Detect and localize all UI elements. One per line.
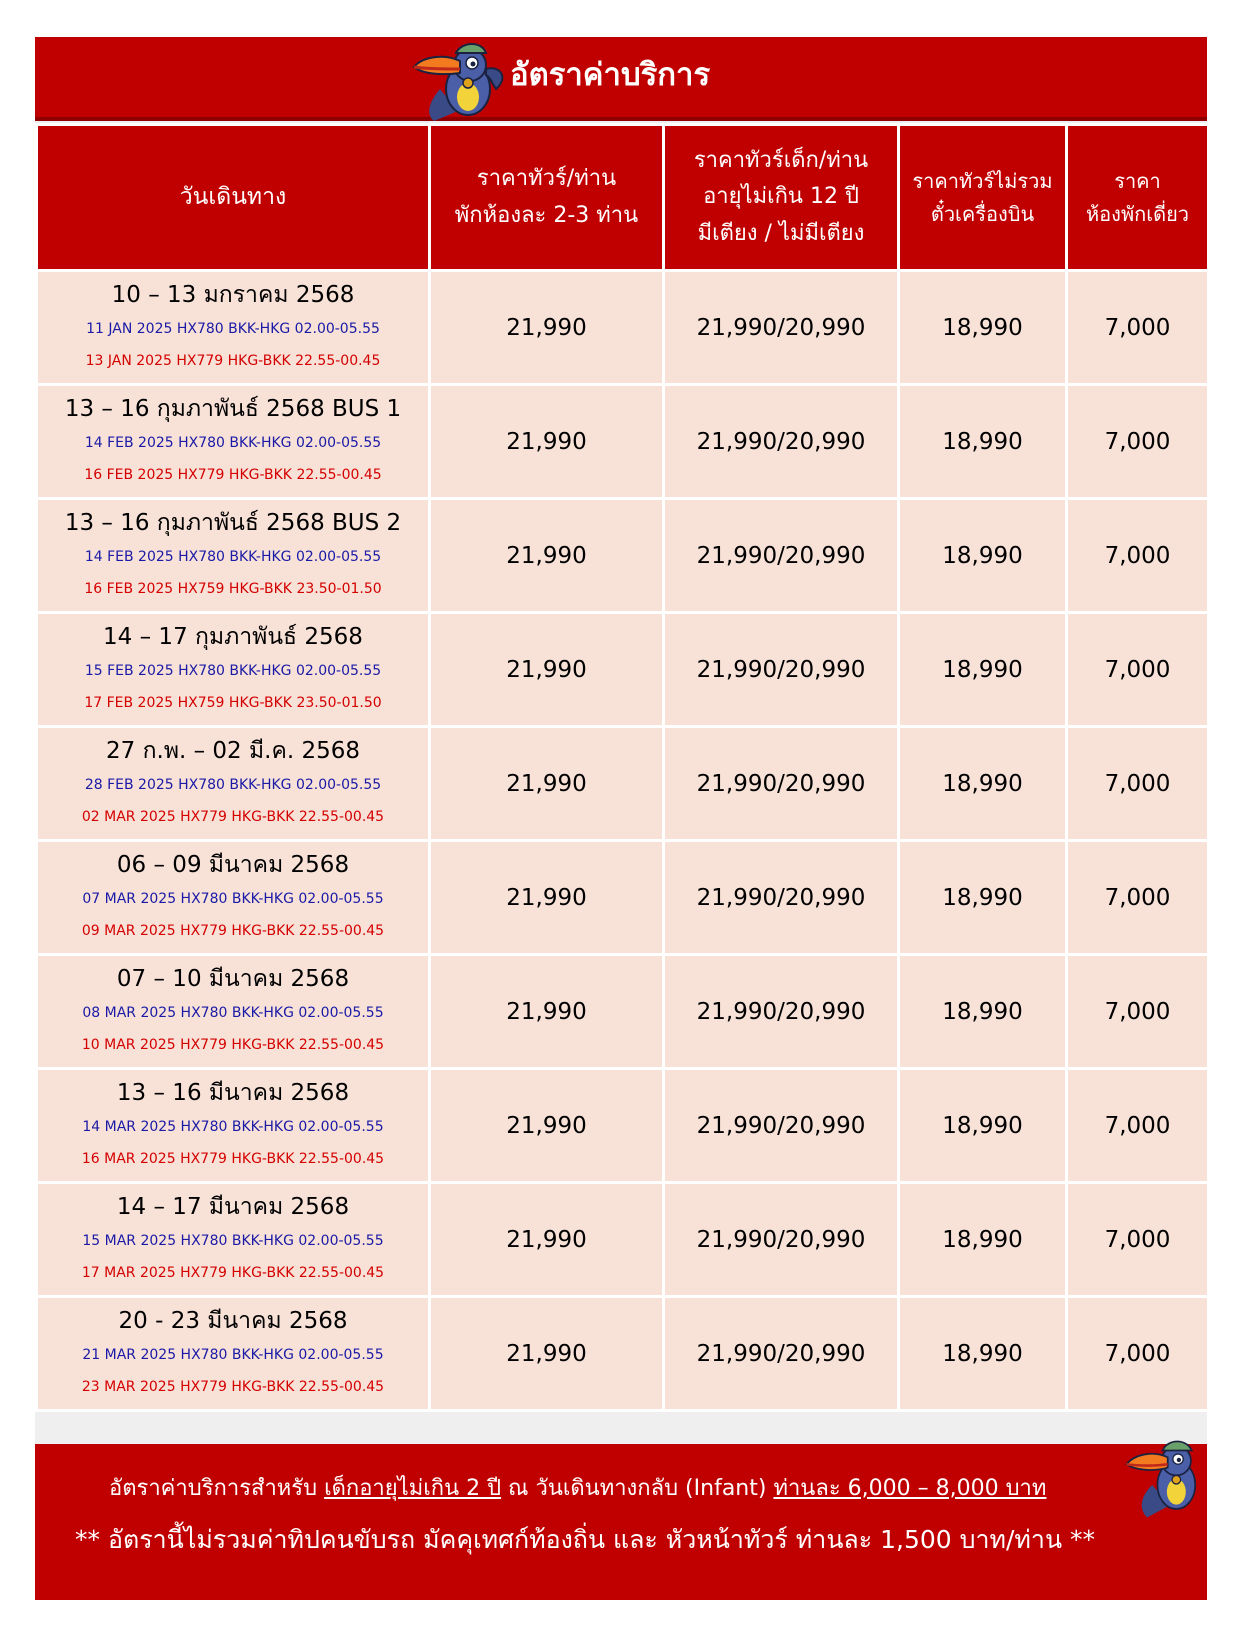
return-flight: 13 JAN 2025 HX779 HKG-BKK 22.55-00.45	[85, 352, 381, 369]
no-flight-price-cell: 18,990	[899, 955, 1067, 1069]
table-row	[37, 271, 1209, 385]
single-room-cell: 7,000	[1067, 1297, 1209, 1411]
return-flight: 16 FEB 2025 HX779 HKG-BKK 22.55-00.45	[84, 466, 382, 483]
travel-dates: 14 – 17 กุมภาพันธ์ 2568	[103, 623, 363, 650]
table-row	[37, 499, 1209, 613]
table-row	[37, 385, 1209, 499]
date-cell	[37, 613, 430, 727]
outbound-flight: 15 FEB 2025 HX780 BKK-HKG 02.00-05.55	[84, 662, 382, 679]
table-row	[37, 955, 1209, 1069]
infant-price-note: อัตราค่าบริการสำหรับ เด็กอายุไม่เกิน 2 ปี ณ วันเดินทางกลับ (Infant) ท่านละ 6,000 – 8,000 บาท	[109, 1476, 1047, 1501]
outbound-flight: 14 FEB 2025 HX780 BKK-HKG 02.00-05.55	[84, 548, 382, 565]
child-price-cell: 21,990/20,990	[664, 727, 899, 841]
col-header-child-price: ราคาทัวร์เด็ก/ท่าน อายุไม่เกิน 12 ปี มีเตียง / ไม่มีเตียง	[664, 125, 899, 271]
table-row	[37, 1069, 1209, 1183]
travel-dates: 13 – 16 กุมภาพันธ์ 2568 BUS 2	[64, 509, 402, 536]
table-row	[37, 1183, 1209, 1297]
no-flight-price-cell: 18,990	[899, 499, 1067, 613]
child-price-cell: 21,990/20,990	[664, 499, 899, 613]
child-price-cell: 21,990/20,990	[664, 1069, 899, 1183]
return-flight: 09 MAR 2025 HX779 HKG-BKK 22.55-00.45	[81, 922, 385, 939]
adult-price-cell: 21,990	[430, 1297, 664, 1411]
adult-price-cell: 21,990	[430, 727, 664, 841]
single-room-cell: 7,000	[1067, 613, 1209, 727]
infant-price-text: ท่านละ 6,000 – 8,000 บาท	[773, 1476, 1047, 1501]
no-flight-price-cell: 18,990	[899, 613, 1067, 727]
travel-dates: 07 – 10 มีนาคม 2568	[116, 965, 350, 992]
adult-price-cell: 21,990	[430, 613, 664, 727]
single-room-cell: 7,000	[1067, 727, 1209, 841]
single-room-cell: 7,000	[1067, 955, 1209, 1069]
return-flight: 02 MAR 2025 HX779 HKG-BKK 22.55-00.45	[81, 808, 385, 825]
outbound-flight: 28 FEB 2025 HX780 BKK-HKG 02.00-05.55	[84, 776, 382, 793]
child-price-cell: 21,990/20,990	[664, 1183, 899, 1297]
tip-note: ** อัตรานี้ไม่รวมค่าทิปคนขับรถ มัคคุเทศก์ท้องถิ่น และ หัวหน้าทัวร์ ท่านละ 1,500 บาท/ท่าน **	[75, 1525, 1095, 1554]
date-cell	[37, 1069, 430, 1183]
travel-dates: 13 – 16 กุมภาพันธ์ 2568 BUS 1	[64, 395, 402, 422]
child-price-cell: 21,990/20,990	[664, 841, 899, 955]
return-flight: 16 MAR 2025 HX779 HKG-BKK 22.55-00.45	[81, 1150, 385, 1167]
outbound-flight: 14 MAR 2025 HX780 BKK-HKG 02.00-05.55	[82, 1118, 384, 1135]
adult-price-cell: 21,990	[430, 271, 664, 385]
no-flight-price-cell: 18,990	[899, 1183, 1067, 1297]
travel-dates: 20 - 23 มีนาคม 2568	[118, 1307, 348, 1334]
travel-dates: 27 ก.พ. – 02 มี.ค. 2568	[106, 737, 360, 764]
table-header-row	[37, 125, 1209, 271]
adult-price-cell: 21,990	[430, 955, 664, 1069]
date-cell	[37, 955, 430, 1069]
travel-dates: 10 – 13 มกราคม 2568	[111, 281, 355, 308]
child-price-cell: 21,990/20,990	[664, 955, 899, 1069]
single-room-cell: 7,000	[1067, 271, 1209, 385]
date-cell	[37, 1297, 430, 1411]
no-flight-price-cell: 18,990	[899, 385, 1067, 499]
infant-age-text: เด็กอายุไม่เกิน 2 ปี	[324, 1476, 502, 1501]
adult-price-cell: 21,990	[430, 1069, 664, 1183]
single-room-cell: 7,000	[1067, 841, 1209, 955]
child-price-cell: 21,990/20,990	[664, 613, 899, 727]
outbound-flight: 08 MAR 2025 HX780 BKK-HKG 02.00-05.55	[82, 1004, 384, 1021]
title-bar	[35, 37, 1207, 121]
page-title: อัตราค่าบริการ	[510, 57, 711, 93]
rate-rows	[37, 271, 1209, 1411]
date-cell	[37, 271, 430, 385]
footer-notes	[35, 1444, 1207, 1600]
table-row	[37, 841, 1209, 955]
single-room-cell: 7,000	[1067, 1183, 1209, 1297]
travel-dates: 14 – 17 มีนาคม 2568	[116, 1193, 350, 1220]
outbound-flight: 07 MAR 2025 HX780 BKK-HKG 02.00-05.55	[82, 890, 384, 907]
return-flight: 16 FEB 2025 HX759 HKG-BKK 23.50-01.50	[84, 580, 382, 597]
table-row	[37, 1297, 1209, 1411]
return-flight: 23 MAR 2025 HX779 HKG-BKK 22.55-00.45	[81, 1378, 385, 1395]
single-room-cell: 7,000	[1067, 385, 1209, 499]
adult-price-cell: 21,990	[430, 499, 664, 613]
table-row	[37, 727, 1209, 841]
travel-dates: 06 – 09 มีนาคม 2568	[116, 851, 350, 878]
travel-dates: 13 – 16 มีนาคม 2568	[116, 1079, 350, 1106]
return-flight: 10 MAR 2025 HX779 HKG-BKK 22.55-00.45	[81, 1036, 385, 1053]
single-room-cell: 7,000	[1067, 499, 1209, 613]
table-row	[37, 613, 1209, 727]
child-price-cell: 21,990/20,990	[664, 1297, 899, 1411]
outbound-flight: 15 MAR 2025 HX780 BKK-HKG 02.00-05.55	[82, 1232, 384, 1249]
price-sheet	[35, 37, 1207, 1600]
outbound-flight: 21 MAR 2025 HX780 BKK-HKG 02.00-05.55	[82, 1346, 384, 1363]
rates-table	[35, 123, 1210, 1412]
outbound-flight: 11 JAN 2025 HX780 BKK-HKG 02.00-05.55	[86, 320, 380, 337]
no-flight-price-cell: 18,990	[899, 1069, 1067, 1183]
date-cell	[37, 727, 430, 841]
toucan-mascot-icon	[1123, 1432, 1209, 1524]
no-flight-price-cell: 18,990	[899, 841, 1067, 955]
no-flight-price-cell: 18,990	[899, 271, 1067, 385]
date-cell	[37, 841, 430, 955]
return-flight: 17 FEB 2025 HX759 HKG-BKK 23.50-01.50	[84, 694, 382, 711]
child-price-cell: 21,990/20,990	[664, 385, 899, 499]
col-header-single-room: ราคา ห้องพักเดี่ยว	[1067, 125, 1209, 271]
date-cell	[37, 385, 430, 499]
toucan-mascot-icon	[410, 39, 510, 123]
outbound-flight: 14 FEB 2025 HX780 BKK-HKG 02.00-05.55	[84, 434, 382, 451]
adult-price-cell: 21,990	[430, 385, 664, 499]
col-header-adult-price: ราคาทัวร์/ท่าน พักห้องละ 2-3 ท่าน	[430, 125, 664, 271]
return-flight: 17 MAR 2025 HX779 HKG-BKK 22.55-00.45	[81, 1264, 385, 1281]
no-flight-price-cell: 18,990	[899, 727, 1067, 841]
adult-price-cell: 21,990	[430, 1183, 664, 1297]
col-header-date: วันเดินทาง	[37, 125, 430, 271]
adult-price-cell: 21,990	[430, 841, 664, 955]
date-cell	[37, 1183, 430, 1297]
date-cell	[37, 499, 430, 613]
no-flight-price-cell: 18,990	[899, 1297, 1067, 1411]
col-header-no-flight-price: ราคาทัวร์ไม่รวม ตั๋วเครื่องบิน	[899, 125, 1067, 271]
child-price-cell: 21,990/20,990	[664, 271, 899, 385]
single-room-cell: 7,000	[1067, 1069, 1209, 1183]
